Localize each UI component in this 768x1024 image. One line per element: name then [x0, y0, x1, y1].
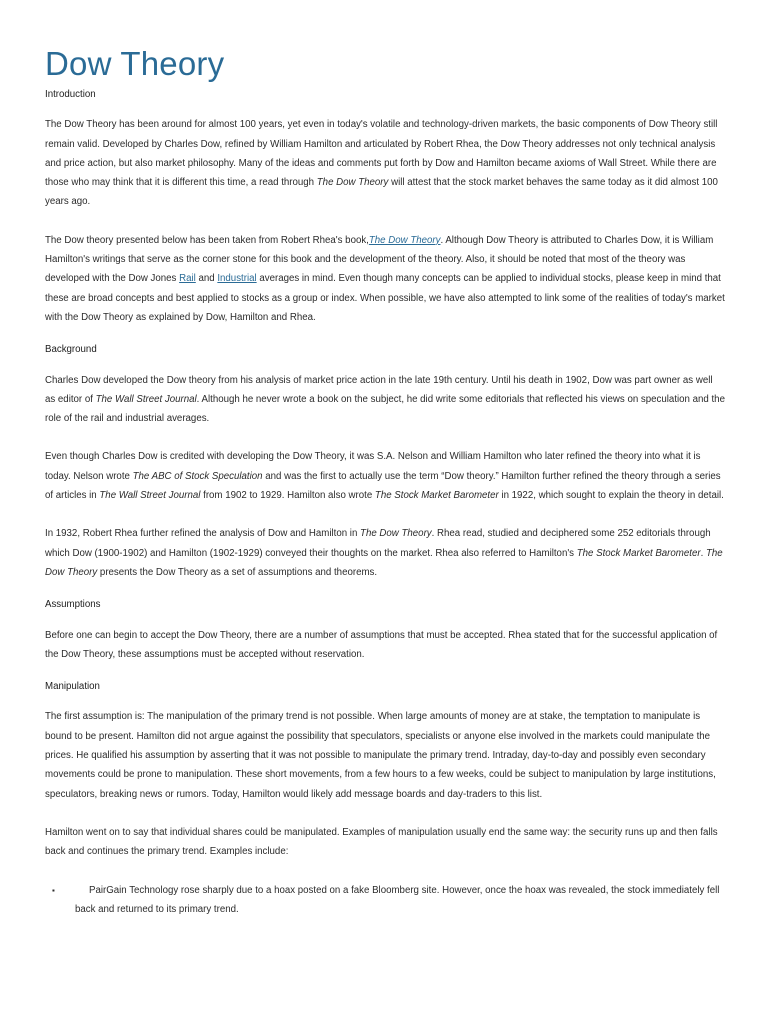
text-span: . — [700, 547, 706, 559]
text-span: Even though Charles Dow is credited with developing the Dow Theory, it was S.A. Nelson and William Hamilton who later refined the theory into what it is today. Nelson wrote — [45, 451, 701, 482]
link-dow-theory-book[interactable]: The Dow Theory — [368, 234, 441, 246]
text-span: will attest that the stock market behaves the same today as it did almost 100 years ago. — [45, 177, 718, 208]
text-span: and was the first to actually use the term “Dow theory.” Hamilton further refined the theory through a series of articles in — [45, 470, 721, 502]
bullet-marker: ▪ — [52, 885, 55, 895]
link-rail[interactable]: Rail — [179, 273, 196, 285]
background-paragraph-2 — [45, 447, 725, 505]
heading-manipulation: Manipulation — [45, 681, 100, 693]
list-item — [45, 881, 725, 920]
manipulation-paragraph-2: Hamilton went on to say that individual shares could be manipulated. Examples of manipulation usually end the same way: the security runs up and then falls back and continues the primary trend. Examples include: — [45, 826, 718, 858]
book-title: The Dow Theory — [45, 547, 723, 578]
book-title: The Dow Theory — [316, 177, 389, 189]
text-span: The Dow Theory has been around for almost 100 years, yet even in today's volatile and technology-driven markets, the basic components of Dow Theory still remain valid. Developed by Charles Dow, refined by William Hamilton and articulated by Robert Rhea, the Dow Theory addresses not only technical analysis and price action, but also market philosophy. Many of the ideas and comments put forth by Dow and Hamilton became axioms of Wall Street. While there are those who may think that it is different this time, a read through — [45, 119, 718, 189]
book-title: The ABC of Stock Speculation — [132, 470, 263, 482]
book-title: The Dow Theory — [360, 528, 432, 540]
text-span: . Although he never wrote a book on the subject, he did write some editorials that reflected his views on speculation and the role of the rail and industrial averages. — [45, 393, 725, 425]
publication-title: The Wall Street Journal — [95, 393, 197, 405]
publication-title: The Wall Street Journal — [99, 490, 201, 502]
article-body — [45, 85, 725, 919]
heading-background: Background — [45, 344, 97, 356]
text-span: presents the Dow Theory as a set of assumptions and theorems. — [97, 566, 378, 578]
text-span: from 1902 to 1929. Hamilton also wrote — [200, 490, 375, 502]
page-title: Dow Theory — [45, 45, 225, 82]
background-paragraph-1 — [45, 371, 725, 429]
link-industrial[interactable]: Industrial — [217, 273, 257, 285]
text-span: Charles Dow developed the Dow theory from his analysis of market price action in the late 19th century. Until his death in 1902, Dow was part owner as well as editor of — [45, 374, 713, 405]
book-title: The Stock Market Barometer — [576, 547, 701, 559]
text-span: . Rhea read, studied and deciphered some 252 editorials through which Dow (1900-1902) and Hamilton (1902-1929) conveyed their thoughts on the market. Rhea also referred to Hamilton's — [45, 528, 711, 559]
heading-assumptions: Assumptions — [45, 599, 101, 611]
text-span: . Although Dow Theory is attributed to Charles Dow, it is William Hamilton's writings that serve as the corner stone for this book and the development of the theory. Also, it should be noted that most of the theory was developed with the Dow Jones — [45, 234, 714, 285]
text-span: in 1922, which sought to explain the theory in detail. — [498, 490, 724, 502]
text-span: The Dow theory presented below has been taken from Robert Rhea's book, — [45, 234, 369, 246]
intro-paragraph-1 — [45, 115, 725, 211]
text-span: In 1932, Robert Rhea further refined the analysis of Dow and Hamilton in — [45, 528, 361, 540]
background-paragraph-3 — [45, 524, 725, 582]
text-span: and — [195, 273, 218, 285]
manipulation-paragraph-1: The first assumption is: The manipulation of the primary trend is not possible. When large amounts of money are at stake, the temptation to manipulate is bound to be present. Hamilton did not argue against the possibility that speculators, specialists or anyone else involved in the markets could manipulate the prices. He qualified his assumption by asserting that it was not possible to manipulate the primary trend. Intraday, day-to-day and possibly even secondary movements could be prone to manipulation. These short movements, from a few hours to a few weeks, could be subject to manipulation by large institutions, speculators, breaking news or rumors. Today, Hamilton would likely add message boards and day-traders to this list. — [45, 711, 716, 800]
book-title: The Stock Market Barometer — [374, 490, 499, 502]
assumptions-paragraph-1: Before one can begin to accept the Dow Theory, there are a number of assumptions that must be accepted. Rhea stated that for the successful application of the Dow Theory, these assumptions must be accepted without reservation. — [45, 629, 718, 660]
intro-paragraph-2 — [45, 231, 725, 327]
text-span: averages in mind. Even though many concepts can be applied to individual stocks, please keep in mind that these are broad concepts and best applied to stocks as a group or index. When possible, we have also attempted to link some of the realities of today's market with the Dow Theory as explained by Dow, Hamilton and Rhea. — [45, 273, 725, 323]
heading-introduction: Introduction — [45, 89, 96, 100]
list-item-text: PairGain Technology rose sharply due to a hoax posted on a fake Bloomberg site. However, once the hoax was revealed, the stock immediately fell back and returned to its primary trend. — [75, 884, 720, 915]
